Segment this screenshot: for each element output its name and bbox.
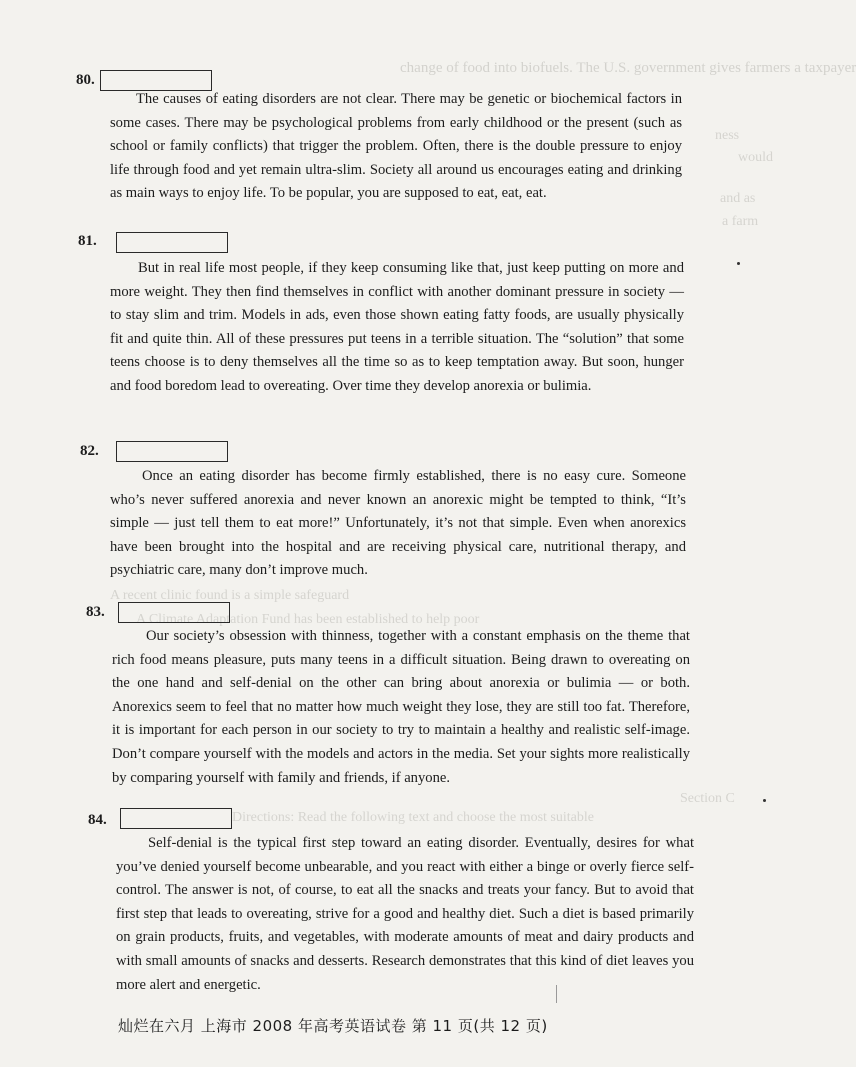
- question-number-83: 83.: [86, 604, 105, 620]
- answer-box-84[interactable]: [120, 808, 232, 829]
- bleed-fragment: would: [738, 150, 773, 165]
- paragraph-83: Our society’s obsession with thinness, together with a constant emphasis on the theme that rich food means pleasure, puts many teens in a difficult situation. Being drawn to overeating on the one hand and self-denial on the other can bring about anorexia or bulimia — or both. Anorexics seem to feel that no matter how much weight they lose, they are still too fat. Therefore, it is important for each person in our society to try to maintain a healthy and realistic self-image. Don’t compare yourself with the models and actors in the media. Set your sights more realistically by comparing yourself with family and friends, if anyone.: [112, 628, 690, 786]
- paragraph-84: Self-denial is the typical first step toward an eating disorder. Eventually, desires for what you’ve denied yourself become unbearable, and you react with either a binge or overly fierce self-control. The answer is not, of course, to eat all the snacks and treats your fancy. But to avoid that first step that leads to overeating, strive for a good and healthy diet. Such a diet is based primarily on grain products, fruits, and vegetables, with moderate amounts of meat and dairy products and with small amounts of snacks and desserts. Research demonstrates that this kind of diet leaves you more alert and energetic.: [116, 835, 694, 993]
- page-footer: 灿烂在六月 上海市 2008 年高考英语试卷 第 11 页(共 12 页): [118, 1017, 548, 1035]
- paragraph-80: The causes of eating disorders are not clear. There may be genetic or biochemical factors in some cases. There may be psychological problems from early childhood or the present (such as school or family conflicts) that trigger the problem. Often, there is the double pressure to enjoy life through food and yet remain ultra-slim. Society all around us encourages eating and drinking as main ways to enjoy life. To be popular, you are supposed to eat, eat, eat.: [110, 91, 682, 202]
- bleed-header-text: change of food into biofuels. The U.S. government gives farmers a taxpayer: [400, 60, 856, 76]
- bleed-fragment: Section C: [680, 791, 735, 806]
- bleed-fragment: ness: [715, 128, 740, 143]
- paragraph-81: But in real life most people, if they keep consuming like that, just keep putting on more and more weight. They then find themselves in conflict with another dominant pressure in society — to stay slim and trim. Models in ads, even those shown eating fatty foods, are usually physically fit and quite thin. All of these pressures put teens in a terrible situation. The “solution” that some teens choose is to deny themselves all the time so as to keep temptation away. But soon, hunger and food boredom lead to overeating. Over time they develop anorexia or bulimia.: [110, 260, 684, 394]
- bleed-fragment: Directions: Read the following text and choose the most suitable: [232, 810, 594, 825]
- question-number-80: 80.: [76, 72, 95, 88]
- scan-speck: [737, 262, 740, 265]
- scan-mark: [556, 985, 557, 1003]
- bleed-fragment: A Climate Adaptation Fund has been established to help poor: [136, 612, 480, 627]
- bleed-fragment: and as: [720, 191, 756, 206]
- question-number-81: 81.: [78, 233, 97, 249]
- answer-box-83[interactable]: [118, 602, 230, 623]
- answer-box-81[interactable]: [116, 232, 228, 253]
- paragraph-82: Once an eating disorder has become firmly established, there is no easy cure. Someone who’s never suffered anorexia and never known an anorexic might be tempted to think, “It’s simple — just tell them to eat more!” Unfortunately, it’s not that simple. Even when anorexics have been brought into the hospital and are receiving physical care, nutritional therapy, and psychiatric care, many don’t improve much.: [110, 468, 686, 579]
- answer-box-82[interactable]: [116, 441, 228, 462]
- scan-speck: [763, 799, 766, 802]
- bleed-fragment: a farm: [722, 214, 759, 229]
- question-number-82: 82.: [80, 443, 99, 459]
- bleed-fragment: A recent clinic found is a simple safeguard: [110, 588, 350, 603]
- question-number-84: 84.: [88, 812, 107, 828]
